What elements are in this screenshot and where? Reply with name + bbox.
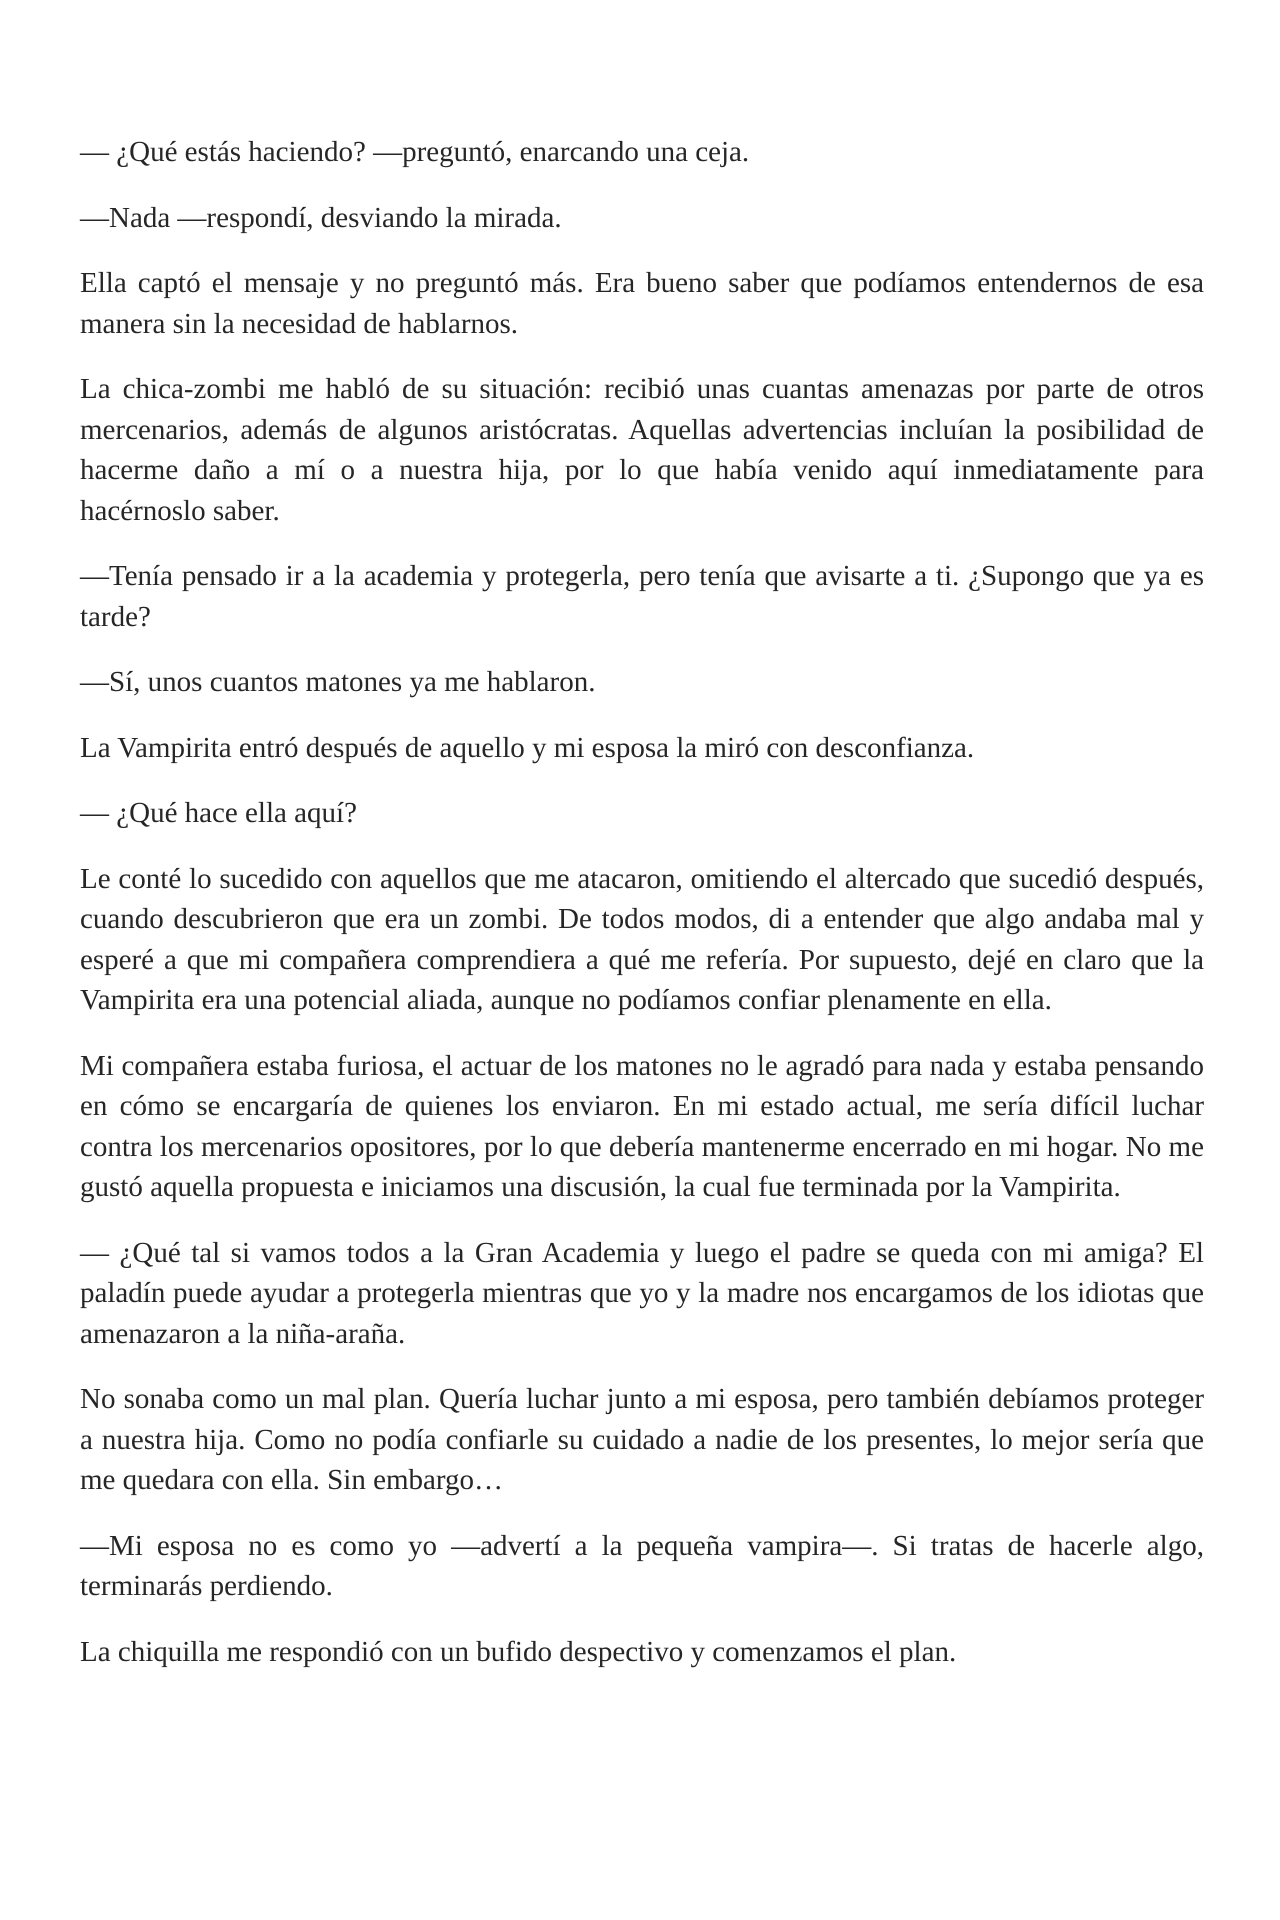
paragraph: —Tenía pensado ir a la academia y protegerla, pero tenía que avisarte a ti. ¿Supongo que ya es tarde? xyxy=(80,560,1204,633)
paragraph: La chica-zombi me habló de su situación: recibió unas cuantas amenazas por parte de otros mercenarios, además de algunos aristócratas. Aquellas advertencias incluían la posibilidad de hacerme daño a mí o a nuestra hija, por lo que había venido aquí inmediatamente para hacérnoslo saber. xyxy=(80,373,1204,527)
paragraph: La Vampirita entró después de aquello y mi esposa la miró con desconfianza. xyxy=(80,731,975,764)
paragraph: Ella captó el mensaje y no preguntó más. Era bueno saber que podíamos entendernos de esa manera sin la necesidad de hablarnos. xyxy=(80,267,1204,340)
paragraph: —Mi esposa no es como yo —advertí a la pequeña vampira—. Si tratas de hacerle algo, terminarás perdiendo. xyxy=(80,1529,1204,1602)
paragraph: Mi compañera estaba furiosa, el actuar de los matones no le agradó para nada y estaba pensando en cómo se encargaría de quienes los enviaron. En mi estado actual, me sería difícil luchar contra los mercenarios opositores, por lo que debería mantenerme encerrado en mi hogar. No me gustó aquella propuesta e iniciamos una discusión, la cual fue terminada por la Vampirita. xyxy=(80,1049,1204,1203)
document-page xyxy=(80,132,1204,1697)
paragraph: —Nada —respondí, desviando la mirada. xyxy=(80,201,562,234)
paragraph: Le conté lo sucedido con aquellos que me atacaron, omitiendo el altercado que sucedió después, cuando descubrieron que era un zombi. De todos modos, di a entender que algo andaba mal y esperé a que mi compañera comprendiera a qué me refería. Por supuesto, dejé en claro que la Vampirita era una potencial aliada, aunque no podíamos confiar plenamente en ella. xyxy=(80,862,1204,1016)
paragraph: — ¿Qué hace ella aquí? xyxy=(80,797,357,829)
paragraph: — ¿Qué tal si vamos todos a la Gran Academia y luego el padre se queda con mi amiga? El paladín puede ayudar a protegerla mientras que yo y la madre nos encargamos de los idiotas que amenazaron a la niña-araña. xyxy=(80,1236,1204,1350)
paragraph: — ¿Qué estás haciendo? —preguntó, enarcando una ceja. xyxy=(80,136,750,168)
paragraph: —Sí, unos cuantos matones ya me hablaron. xyxy=(80,666,596,698)
paragraph: No sonaba como un mal plan. Quería luchar junto a mi esposa, pero también debíamos proteger a nuestra hija. Como no podía confiarle su cuidado a nadie de los presentes, lo mejor sería que me quedara con ella. Sin embargo… xyxy=(80,1383,1204,1496)
paragraph: La chiquilla me respondió con un bufido despectivo y comenzamos el plan. xyxy=(80,1635,957,1668)
